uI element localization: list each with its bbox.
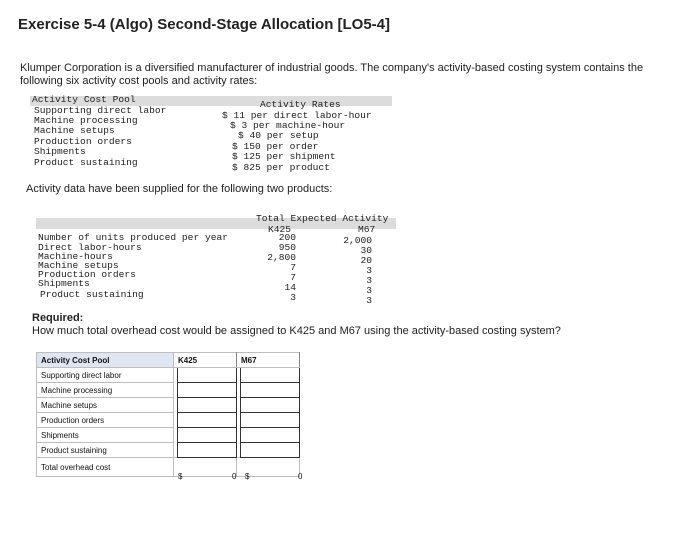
k425-total-value: 0 xyxy=(232,472,237,481)
k425-amount-input[interactable] xyxy=(178,443,236,457)
m67-input-cell[interactable] xyxy=(241,398,300,413)
k425-input-cell[interactable] xyxy=(178,428,237,443)
rate-row-rate: $ 125 per shipment xyxy=(232,151,336,162)
required-label: Required: xyxy=(32,312,84,324)
grid-total-label: Total overhead cost xyxy=(37,458,174,477)
activity-row-m67: 3 xyxy=(366,295,372,306)
activity-data-intro: Activity data have been supplied for the following two products: xyxy=(26,183,333,195)
k425-amount-input[interactable] xyxy=(178,428,236,442)
m67-input-cell[interactable] xyxy=(241,413,300,428)
activity-row-label: Direct labor-hours xyxy=(38,242,142,253)
activity-row-label: Machine-hours xyxy=(38,251,113,262)
rate-row-rate: $ 150 per order xyxy=(232,141,319,152)
activity-row-k425: 2,800 xyxy=(267,252,296,263)
k425-total-cell xyxy=(174,458,237,477)
rate-row-pool: Production orders xyxy=(34,136,132,147)
activity-row-m67: 2,000 xyxy=(343,235,372,246)
rate-row-rate: $ 40 per setup xyxy=(238,130,319,141)
m67-currency-symbol: $ xyxy=(245,472,250,481)
m67-amount-input[interactable] xyxy=(241,398,299,412)
activity-row-k425: 3 xyxy=(290,292,296,303)
k425-input-cell[interactable] xyxy=(178,398,237,413)
grid-row-label: Machine processing xyxy=(37,383,174,398)
rate-row-pool: Supporting direct labor xyxy=(34,105,167,116)
k425-amount-input[interactable] xyxy=(178,413,236,427)
k425-amount-input[interactable] xyxy=(178,368,236,382)
m67-amount-input[interactable] xyxy=(241,413,299,427)
k425-amount-input[interactable] xyxy=(178,398,236,412)
activity-row-k425: 200 xyxy=(278,232,296,243)
activity-row-m67: 3 xyxy=(366,285,372,296)
rate-row-pool: Shipments xyxy=(34,146,86,157)
product-header-k425: K425 xyxy=(268,224,292,235)
activity-row-m67: 30 xyxy=(360,245,372,256)
activity-row-k425: 7 xyxy=(290,272,296,283)
rate-row-rate: $ 825 per product xyxy=(232,162,330,173)
grid-row-label: Machine setups xyxy=(37,398,174,413)
activity-row-m67: 3 xyxy=(366,265,372,276)
k425-input-cell[interactable] xyxy=(178,368,237,383)
grid-header-m67: M67 xyxy=(237,353,300,368)
activity-row-k425: 7 xyxy=(290,262,296,273)
activity-row-k425: 14 xyxy=(284,282,296,293)
k425-amount-input[interactable] xyxy=(178,383,236,397)
activity-row-label: Machine setups xyxy=(38,260,119,271)
grid-header-k425: K425 xyxy=(174,353,237,368)
rate-row-rate: $ 3 per machine-hour xyxy=(230,120,346,131)
m67-amount-input[interactable] xyxy=(241,368,299,382)
k425-currency-symbol: $ xyxy=(178,472,183,481)
rate-row-rate: $ 11 per direct labor-hour xyxy=(222,110,372,121)
problem-intro: Klumper Corporation is a diversified manufacturer of industrial goods. The company's activity-based costing system contains the following six activity cost pools and activity rates: xyxy=(20,62,644,87)
activity-row-label: Number of units produced per year xyxy=(38,232,228,243)
grid-header-pool: Activity Cost Pool xyxy=(37,353,174,368)
question-text: How much total overhead cost would be assigned to K425 and M67 using the activity-based costing system? xyxy=(32,325,561,337)
m67-amount-input[interactable] xyxy=(241,428,299,442)
activity-row-label: Production orders xyxy=(38,269,136,280)
grid-row-label: Shipments xyxy=(37,428,174,443)
activity-row-label: Shipments xyxy=(38,278,90,289)
activity-row-k425: 950 xyxy=(278,242,296,253)
m67-amount-input[interactable] xyxy=(241,383,299,397)
activity-row-m67: 20 xyxy=(360,255,372,266)
exercise-title: Exercise 5-4 (Algo) Second-Stage Allocation [LO5-4] xyxy=(18,16,391,33)
m67-total-value: 0 xyxy=(298,472,303,481)
m67-input-cell[interactable] xyxy=(241,443,300,458)
rates-header-pool: Activity Cost Pool xyxy=(32,94,136,105)
m67-amount-input[interactable] xyxy=(241,443,299,457)
k425-input-cell[interactable] xyxy=(178,413,237,428)
answer-grid xyxy=(36,352,300,477)
k425-input-cell[interactable] xyxy=(178,383,237,398)
activity-row-m67: 3 xyxy=(366,275,372,286)
grid-row-label: Production orders xyxy=(37,413,174,428)
grid-row-label: Supporting direct labor xyxy=(37,368,174,383)
activity-header: Total Expected Activity xyxy=(256,213,389,224)
grid-row-label: Product sustaining xyxy=(37,443,174,458)
activity-row-label: Product sustaining xyxy=(40,289,144,300)
rate-row-pool: Machine processing xyxy=(34,115,138,126)
rates-header-rate: Activity Rates xyxy=(260,99,341,110)
k425-input-cell[interactable] xyxy=(178,443,237,458)
rate-row-pool: Machine setups xyxy=(34,125,115,136)
m67-input-cell[interactable] xyxy=(241,428,300,443)
product-header-m67: M67 xyxy=(358,224,376,235)
m67-input-cell[interactable] xyxy=(241,383,300,398)
rate-row-pool: Product sustaining xyxy=(34,157,138,168)
m67-input-cell[interactable] xyxy=(241,368,300,383)
